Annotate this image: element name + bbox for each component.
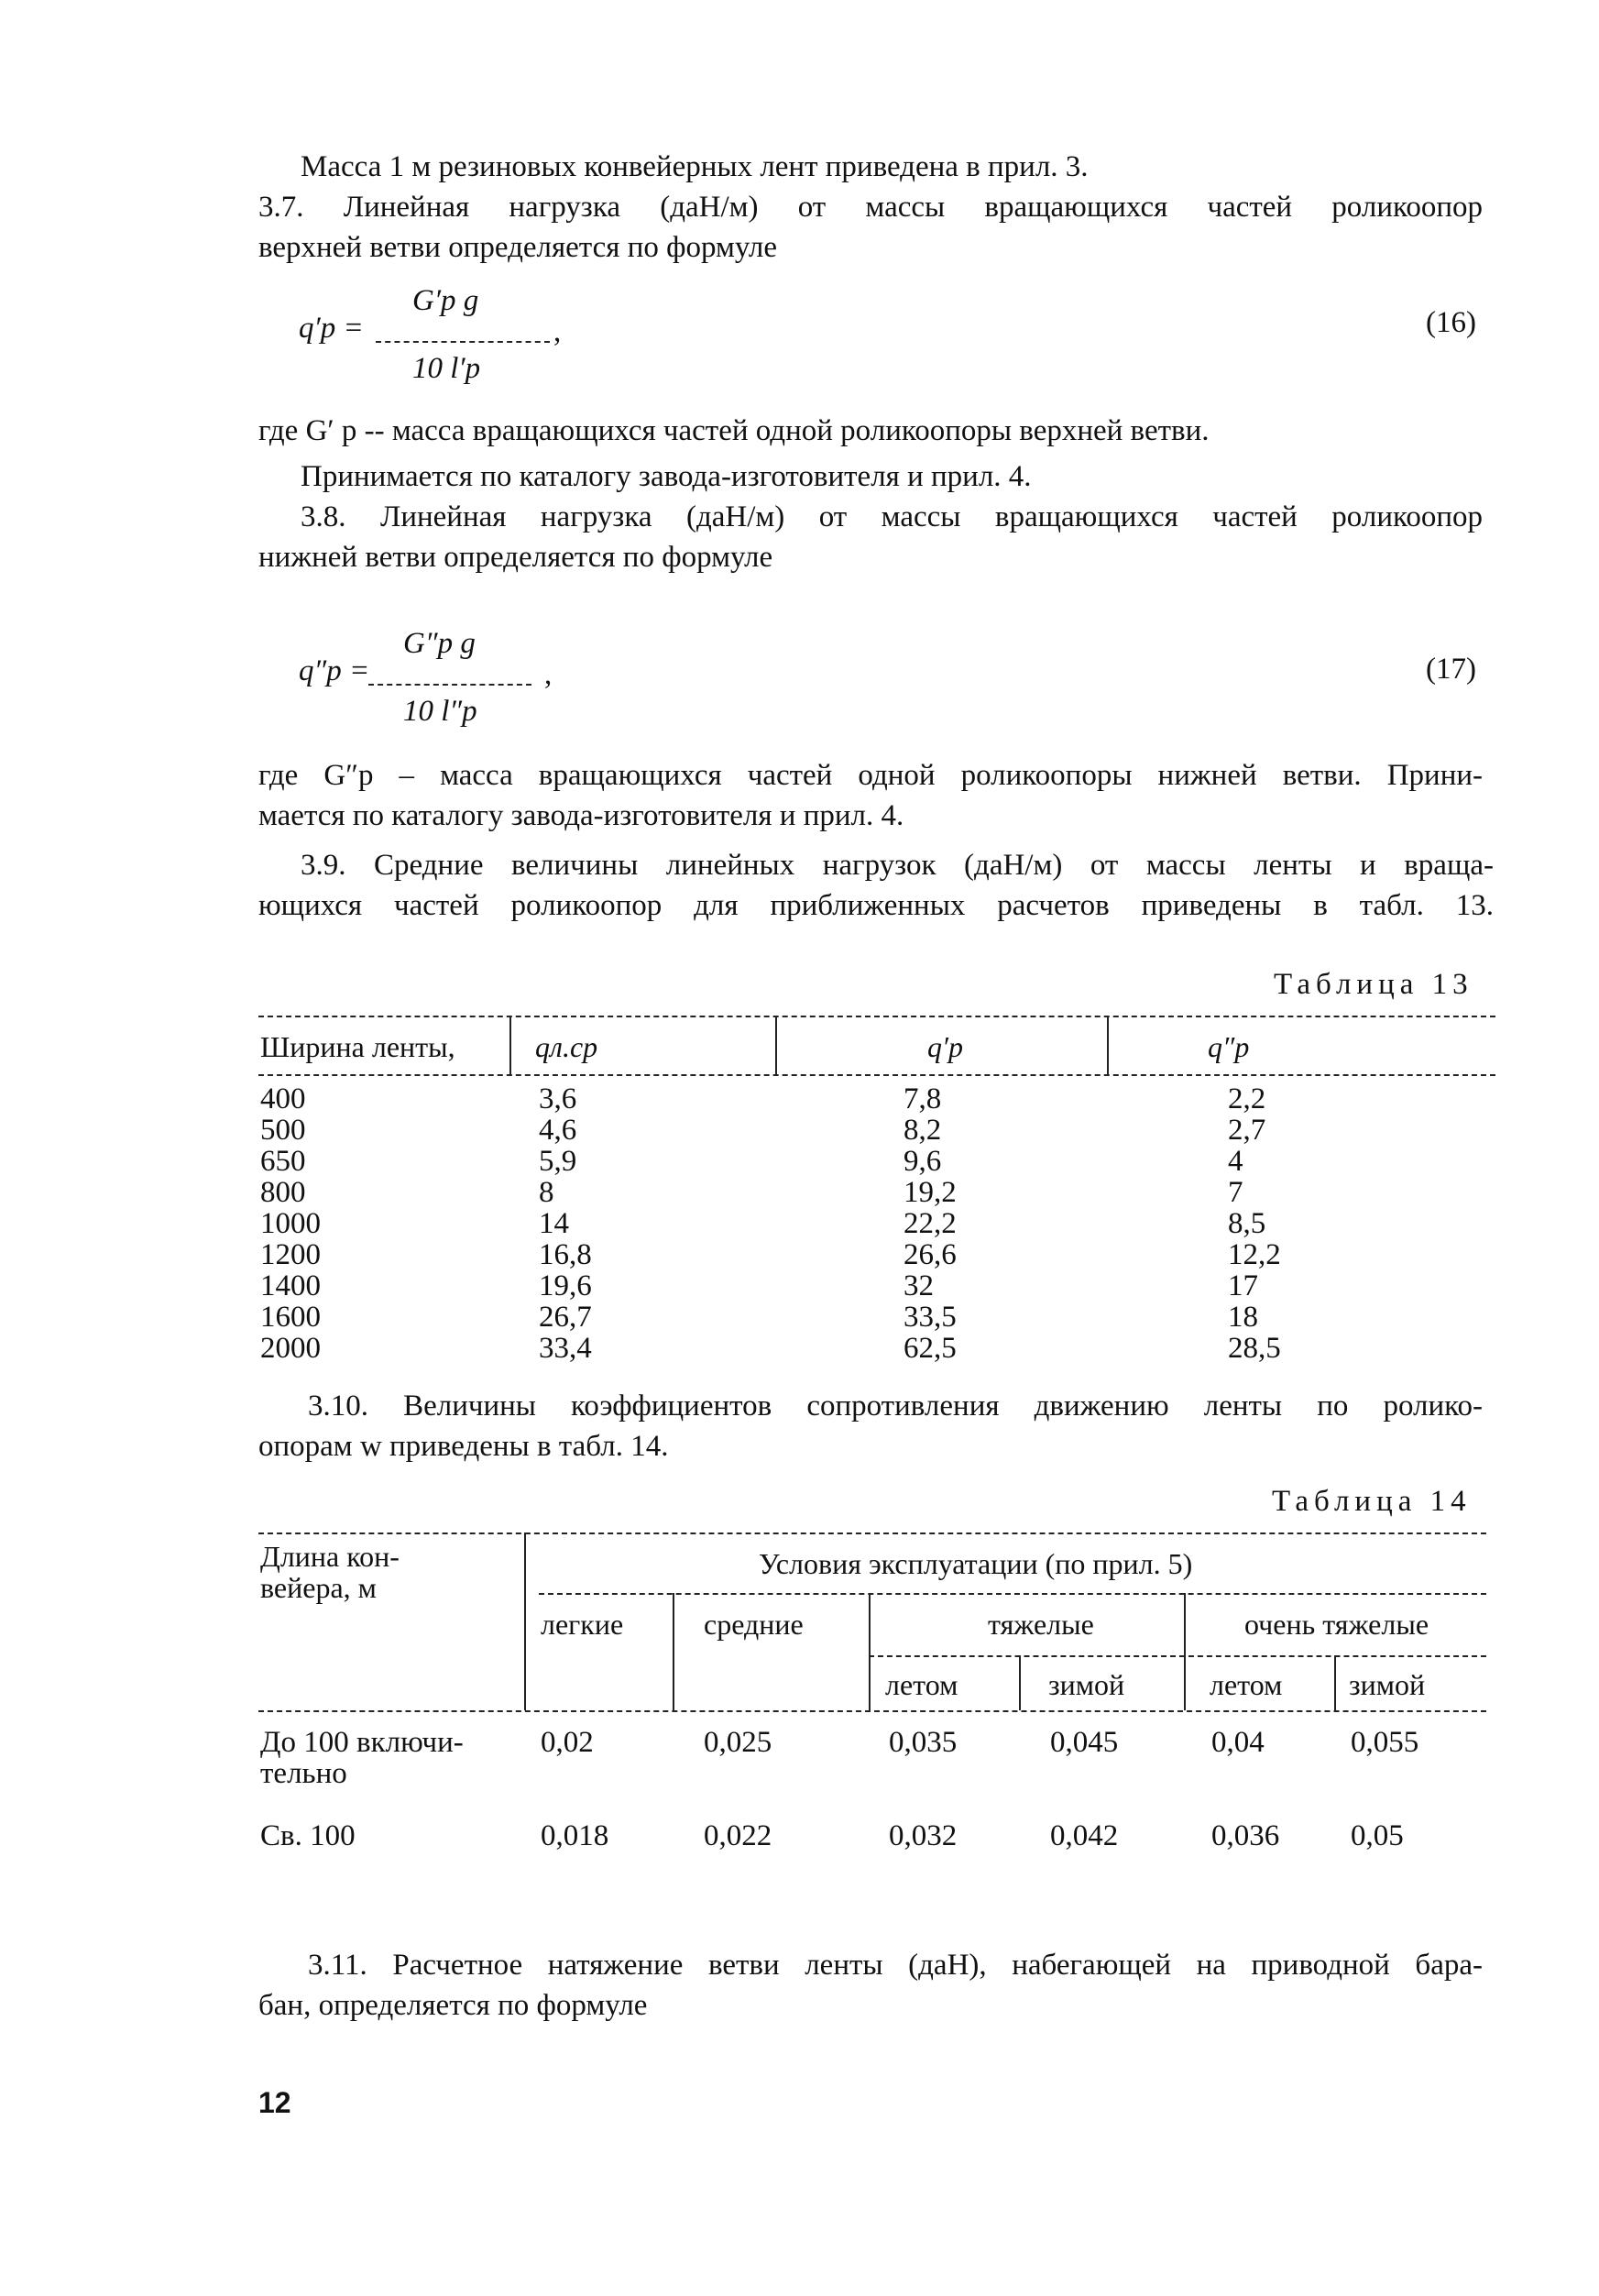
table-13-cell-width: 400 [260, 1082, 306, 1115]
section-3-11-line2: бан, определяется по формуле [258, 1989, 648, 2022]
table-14-top-rule [258, 1532, 1486, 1534]
table-14-cell: 0,055 [1351, 1726, 1419, 1759]
table-13-cell-width: 800 [260, 1176, 306, 1209]
table-13-cell-width: 1600 [260, 1301, 321, 1334]
table-14-cell: 0,02 [541, 1726, 594, 1759]
formula-16-lhs: q′р = [299, 312, 364, 345]
table-13-cell-qlcp: 19,6 [539, 1269, 592, 1302]
table-13-cell-qp2: 2,2 [1228, 1082, 1266, 1115]
table-13-header-width: Ширина ленты, [260, 1030, 455, 1063]
formula-16-number: (16) [1426, 306, 1476, 339]
table-13-column-width [260, 1083, 321, 1364]
table-14-cell: 0,035 [889, 1726, 958, 1759]
table-13-top-rule [258, 1016, 1495, 1017]
section-3-7-line2: верхней ветви определяется по формуле [258, 231, 778, 264]
text-span: 3.8. Линейная нагрузка (даН/м) от массы вращающихся частей роликоопор [301, 500, 1483, 533]
table-14-cell: 0,025 [704, 1726, 772, 1759]
text-span: 3.7. Линейная нагрузка (даН/м) от массы вращающихся частей роликоопор [258, 191, 1483, 224]
formula-17-explanation-line2: мается по каталогу завода-изготовителя и прил. 4. [258, 799, 904, 832]
table-14-header-heavy: тяжелые [988, 1608, 1094, 1641]
section-3-10-line1 [308, 1388, 1483, 1424]
table-13-column-qp1 [904, 1083, 957, 1364]
formula-17-explanation-line1 [258, 757, 1483, 794]
table-13-cell-qlcp: 33,4 [539, 1332, 592, 1365]
table-14-row-label: Св. 100 [260, 1819, 356, 1852]
formula-16-explanation: где G′ р -- масса вращающихся частей одной роликоопоры верхней ветви. [258, 414, 1210, 447]
table-14-header-conditions: Условия эксплуатации (по прил. 5) [759, 1547, 1193, 1580]
table-13-cell-width: 1000 [260, 1207, 321, 1240]
table-13-cell-qp2: 4 [1228, 1145, 1243, 1178]
formula-16-numerator: G′р g [412, 284, 479, 317]
table-13-cell-qp1: 26,6 [904, 1238, 957, 1271]
formula-17-number: (17) [1426, 653, 1476, 686]
table-14-season-rule [869, 1655, 1486, 1657]
text-span: 3.10. Величины коэффициентов сопротивления движению ленты по ролико- [308, 1390, 1483, 1423]
formula-17-fraction-bar [368, 684, 531, 686]
table-13-header-rule [258, 1074, 1495, 1076]
table-13-cell-qlcp: 14 [539, 1207, 569, 1240]
text-line: Масса 1 м резиновых конвейерных лент приведена в прил. 3. [301, 150, 1089, 183]
table-14-divider [869, 1593, 871, 1710]
table-14-header-winter-very-heavy: зимой [1349, 1668, 1426, 1701]
table-13-cell-qp2: 28,5 [1228, 1332, 1281, 1365]
table-13-cell-qlcp: 5,9 [539, 1145, 577, 1178]
table-14-row-label: До 100 включи- [260, 1726, 464, 1759]
table-14-header-very-heavy: очень тяжелые [1244, 1608, 1429, 1641]
table-14-divider [1184, 1593, 1186, 1710]
formula-16-denominator: 10 l′р [412, 352, 481, 385]
table-13-cell-qlcp: 3,6 [539, 1082, 577, 1115]
table-13-cell-qp1: 22,2 [904, 1207, 957, 1240]
table-14-subheader-rule [539, 1593, 1486, 1595]
section-3-9-line2 [258, 887, 1494, 924]
table-14-row-label: тельно [260, 1757, 347, 1790]
table-14-header-length-a: Длина кон- [260, 1540, 400, 1573]
section-3-9-line1 [301, 847, 1494, 884]
section-3-8-line1 [301, 499, 1483, 535]
table-14-divider [1334, 1655, 1336, 1710]
table-14-divider [673, 1593, 674, 1710]
table-13-cell-width: 1400 [260, 1269, 321, 1302]
formula-16-fraction-bar [376, 341, 550, 343]
formula-17-numerator: G″р g [403, 627, 476, 660]
table-13-cell-width: 650 [260, 1145, 306, 1178]
table-14-cell: 0,018 [541, 1819, 609, 1852]
section-3-10-line2: опорам w приведены в табл. 14. [258, 1430, 669, 1463]
table-13-divider [1107, 1016, 1109, 1074]
table-13-cell-qlcp: 16,8 [539, 1238, 592, 1271]
table-13-cell-qp1: 9,6 [904, 1145, 942, 1178]
section-3-8-line2: нижней ветви определяется по формуле [258, 541, 773, 574]
table-13-cell-qp2: 18 [1228, 1301, 1258, 1334]
table-14-header-medium: средние [704, 1608, 804, 1641]
table-14-divider [1019, 1655, 1021, 1710]
table-13-column-qlcp [539, 1083, 592, 1364]
text-span: 3.9. Средние величины линейных нагрузок (даН/м) от массы ленты и враща- [301, 849, 1494, 882]
table-14-cell: 0,045 [1050, 1726, 1119, 1759]
table-14-cell: 0,05 [1351, 1819, 1404, 1852]
formula-16-comma: , [553, 315, 562, 348]
table-13-header-qlcp: qл.ср [535, 1030, 598, 1063]
table-13-cell-qp1: 7,8 [904, 1082, 942, 1115]
table-13-cell-qp1: 62,5 [904, 1332, 957, 1365]
table-14-header-light: легкие [541, 1608, 624, 1641]
table-13-cell-width: 2000 [260, 1332, 321, 1365]
table-14-caption: Таблица 14 [1272, 1485, 1472, 1518]
table-13-cell-qp1: 8,2 [904, 1114, 942, 1147]
table-13-column-qp2 [1228, 1083, 1281, 1364]
section-3-7-line1 [258, 189, 1483, 225]
table-14-header-summer-heavy: летом [885, 1668, 958, 1701]
table-13-cell-qlcp: 26,7 [539, 1301, 592, 1334]
table-14-cell: 0,036 [1211, 1819, 1280, 1852]
text-line: Принимается по каталогу завода-изготовителя и прил. 4. [301, 460, 1032, 493]
section-3-11-line1 [308, 1947, 1483, 1983]
table-13-cell-width: 1200 [260, 1238, 321, 1271]
table-13-cell-qp2: 2,7 [1228, 1114, 1266, 1147]
table-13-cell-qp2: 17 [1228, 1269, 1258, 1302]
formula-17-comma: , [544, 658, 553, 691]
table-14-cell: 0,022 [704, 1819, 772, 1852]
table-13-header-qp1: q′р [927, 1030, 963, 1063]
table-13-header-qp2: q″р [1208, 1030, 1250, 1063]
table-13-cell-qp2: 8,5 [1228, 1207, 1266, 1240]
page-number: 12 [258, 2086, 291, 2119]
table-14-cell: 0,042 [1050, 1819, 1119, 1852]
table-14-header-winter-heavy: зимой [1048, 1668, 1125, 1701]
table-13-cell-width: 500 [260, 1114, 306, 1147]
table-13-caption: Таблица 13 [1274, 968, 1473, 1001]
table-13-divider [509, 1016, 511, 1074]
table-14-divider [524, 1532, 526, 1710]
table-13-cell-qp2: 7 [1228, 1176, 1243, 1209]
table-14-header-rule [258, 1710, 1486, 1712]
text-span: где G″р – масса вращающихся частей одной роликоопоры нижней ветви. Прини- [258, 759, 1483, 792]
table-14-cell: 0,032 [889, 1819, 958, 1852]
table-13-cell-qlcp: 8 [539, 1176, 554, 1209]
formula-17-lhs: q″р = [299, 654, 370, 687]
table-14-header-length-b: вейера, м [260, 1571, 377, 1604]
table-13-divider [775, 1016, 777, 1074]
table-13-cell-qp1: 19,2 [904, 1176, 957, 1209]
text-span: ющихся частей роликоопор для приближенных расчетов приведены в табл. 13. [258, 889, 1494, 922]
table-14-header-summer-very-heavy: летом [1210, 1668, 1283, 1701]
formula-17-denominator: 10 l″р [403, 695, 477, 728]
table-13-cell-qp1: 33,5 [904, 1301, 957, 1334]
text-span: 3.11. Расчетное натяжение ветви ленты (даН), набегающей на приводной бара- [308, 1949, 1483, 1982]
table-13-cell-qp1: 32 [904, 1269, 934, 1302]
table-13-cell-qlcp: 4,6 [539, 1114, 577, 1147]
table-14-cell: 0,04 [1211, 1726, 1265, 1759]
table-13-cell-qp2: 12,2 [1228, 1238, 1281, 1271]
